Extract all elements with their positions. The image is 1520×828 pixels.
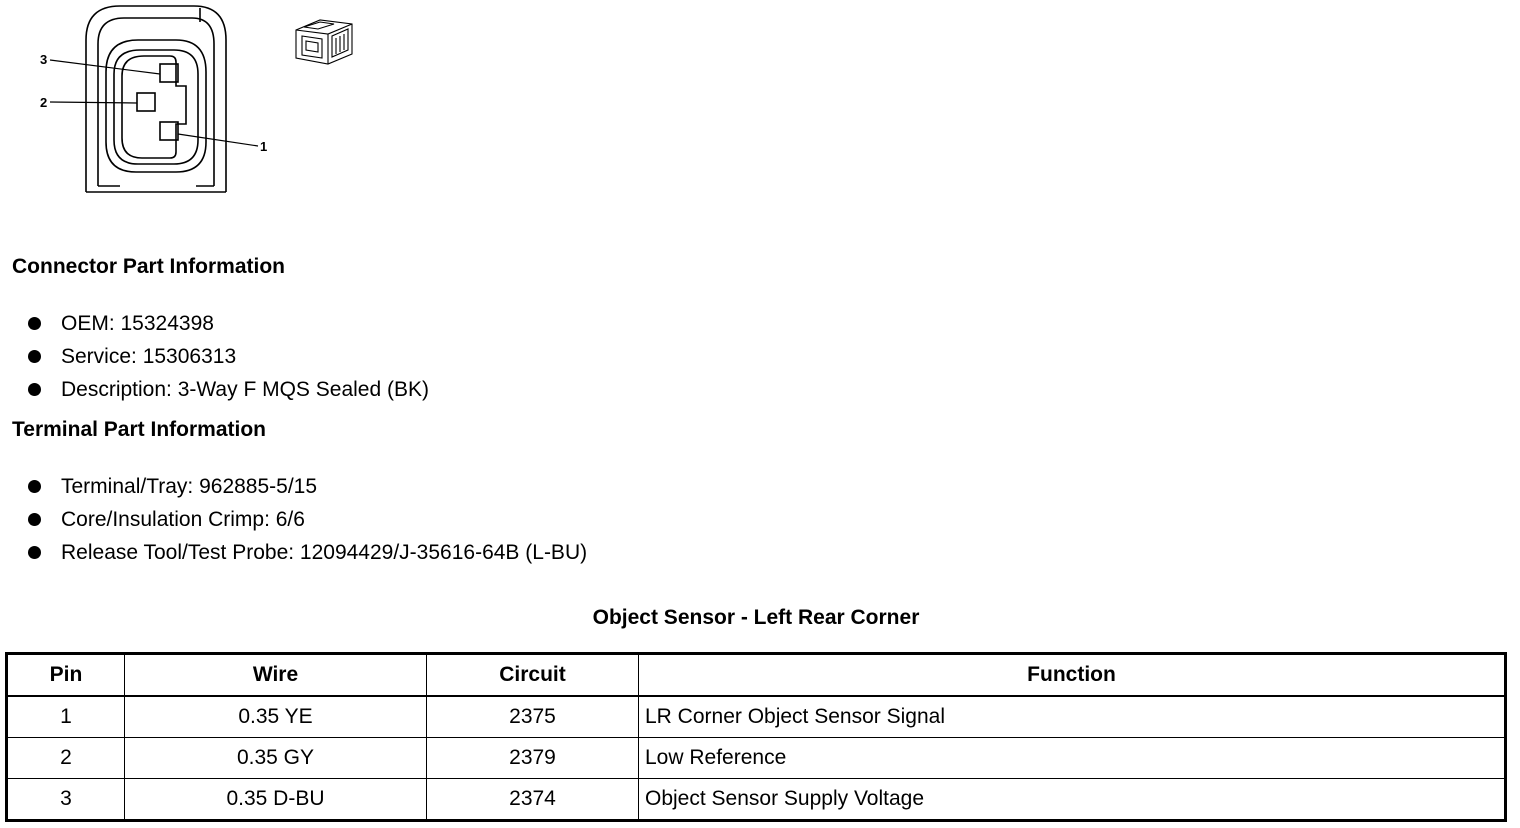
connector-thumbnail-image bbox=[290, 14, 360, 68]
list-item bbox=[26, 307, 429, 340]
connector-part-info-list bbox=[26, 307, 429, 406]
list-item bbox=[26, 373, 429, 406]
pinout-table bbox=[5, 652, 1507, 822]
table-row bbox=[7, 779, 1506, 821]
pin-cell: 1 bbox=[7, 696, 125, 738]
circuit-cell: 2379 bbox=[427, 738, 639, 779]
column-header-wire: Wire bbox=[125, 654, 427, 697]
oem-part-number: OEM: 15324398 bbox=[61, 312, 214, 335]
bullet-icon bbox=[28, 383, 41, 396]
pin-2-callout: 2 bbox=[40, 95, 48, 110]
table-row bbox=[7, 696, 1506, 738]
terminal-tray: Terminal/Tray: 962885-5/15 bbox=[61, 475, 318, 498]
list-item bbox=[26, 470, 587, 503]
connector-description: Description: 3-Way F MQS Sealed (BK) bbox=[61, 378, 429, 401]
wire-cell: 0.35 YE bbox=[125, 696, 427, 738]
release-tool-test-probe: Release Tool/Test Probe: 12094429/J-35616-64B (L-BU) bbox=[61, 541, 588, 564]
pin-2-cavity bbox=[137, 93, 155, 111]
function-cell: LR Corner Object Sensor Signal bbox=[639, 696, 1506, 738]
pinout-table-title: Object Sensor - Left Rear Corner bbox=[592, 606, 920, 629]
pin-1-callout: 1 bbox=[260, 139, 268, 154]
connector-face-diagram bbox=[0, 0, 280, 200]
circuit-cell: 2375 bbox=[427, 696, 639, 738]
list-item bbox=[26, 340, 429, 373]
pin-3-callout: 3 bbox=[40, 52, 48, 67]
core-insulation-crimp: Core/Insulation Crimp: 6/6 bbox=[61, 508, 305, 531]
circuit-cell: 2374 bbox=[427, 779, 639, 821]
bullet-icon bbox=[28, 317, 41, 330]
function-cell: Object Sensor Supply Voltage bbox=[639, 779, 1506, 821]
table-header-row bbox=[7, 654, 1506, 697]
connector-part-info-heading: Connector Part Information bbox=[12, 255, 286, 278]
pin-cell: 3 bbox=[7, 779, 125, 821]
list-item bbox=[26, 536, 587, 569]
terminal-part-info-heading: Terminal Part Information bbox=[12, 418, 266, 441]
bullet-icon bbox=[28, 513, 41, 526]
column-header-function: Function bbox=[639, 654, 1506, 697]
function-cell: Low Reference bbox=[639, 738, 1506, 779]
service-part-number: Service: 15306313 bbox=[61, 345, 237, 368]
table-row bbox=[7, 738, 1506, 779]
connector-housing bbox=[86, 6, 226, 192]
wire-cell: 0.35 GY bbox=[125, 738, 427, 779]
wire-cell: 0.35 D-BU bbox=[125, 779, 427, 821]
column-header-pin: Pin bbox=[7, 654, 125, 697]
bullet-icon bbox=[28, 480, 41, 493]
pin-cell: 2 bbox=[7, 738, 125, 779]
list-item bbox=[26, 503, 587, 536]
bullet-icon bbox=[28, 350, 41, 363]
terminal-part-info-list bbox=[26, 470, 587, 569]
bullet-icon bbox=[28, 546, 41, 559]
column-header-circuit: Circuit bbox=[427, 654, 639, 697]
